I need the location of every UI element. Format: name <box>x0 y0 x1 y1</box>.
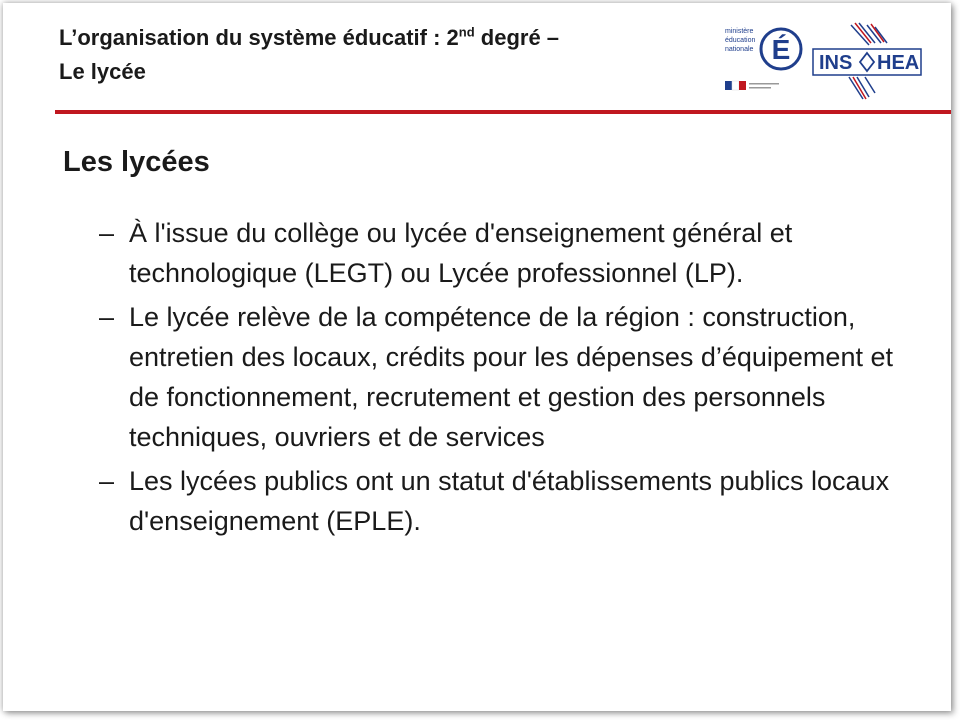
ministry-education-logo <box>725 21 803 99</box>
bullet-dash: – <box>99 218 115 248</box>
slide-header <box>3 3 951 115</box>
title-line2: Le lycée <box>59 59 146 84</box>
title-part1: L’organisation du système éducatif : 2 <box>59 25 459 50</box>
inshea-text-right: HEA <box>877 52 920 74</box>
bullet-item <box>99 213 909 293</box>
bullet-dash: – <box>99 302 115 332</box>
section-heading: Les lycées <box>63 146 210 178</box>
inshea-logo <box>811 21 925 101</box>
bullet-text: À l'issue du collège ou lycée d'enseignement général et technologique (LEGT) ou Lycée professionnel (LP). <box>129 218 793 288</box>
bullet-dash: – <box>99 466 115 496</box>
ministry-text-line2: éducation <box>725 37 756 44</box>
slide-title <box>59 21 719 89</box>
ministry-letter: É <box>771 34 791 65</box>
inshea-text-left: INS <box>819 52 853 74</box>
ministry-text-line1: ministère <box>725 28 754 35</box>
bullet-item <box>99 461 909 541</box>
title-superscript: nd <box>458 24 475 40</box>
slide <box>3 3 951 711</box>
bullet-item <box>99 297 909 457</box>
bullet-list <box>99 213 909 545</box>
ministry-text-line3: nationale <box>725 46 754 53</box>
bullet-text: Les lycées publics ont un statut d'établissements publics locaux d'enseignement (EPLE). <box>129 466 890 536</box>
header-divider <box>55 110 951 114</box>
title-part2: degré – <box>474 25 560 50</box>
bullet-text: Le lycée relève de la compétence de la région : construction, entretien des locaux, crédits pour les dépenses d’équipement et de fonctionnement, recrutement et gestion des personnels techniques, ouvriers et de services <box>129 302 893 452</box>
